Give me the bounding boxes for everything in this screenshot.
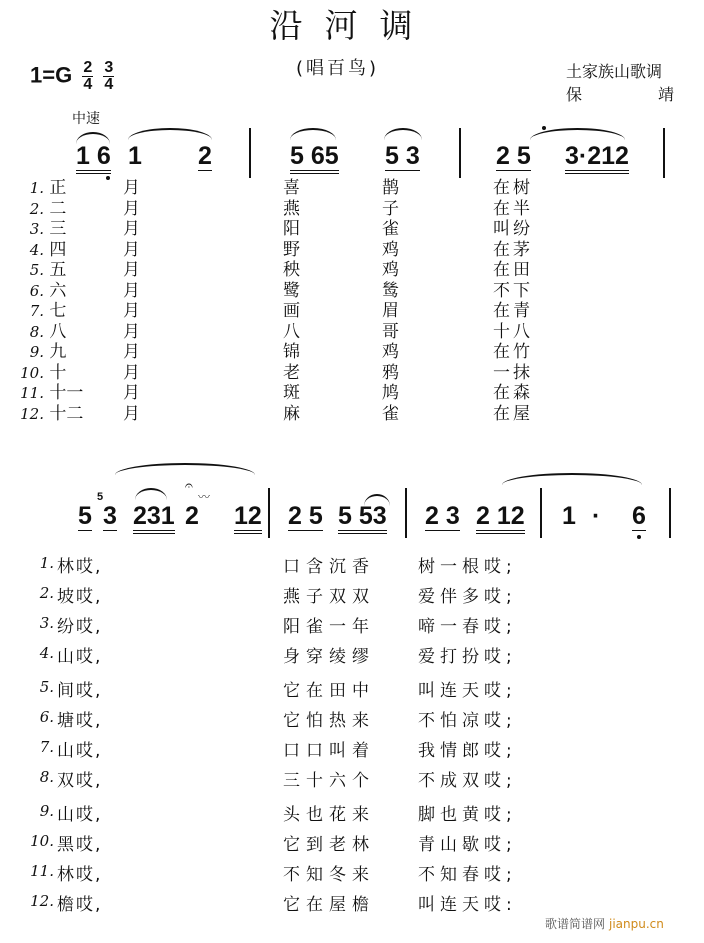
- verse-line: 3. 三: [29, 219, 67, 239]
- barline: [669, 488, 671, 538]
- verse-col-month: 月 月 月 月 月 月 月 月 月 月 月 月: [123, 178, 140, 424]
- note-group: 5 53: [338, 502, 387, 534]
- time-signature-1: $\frac{2}{4}$: [83, 59, 93, 93]
- barline: [663, 128, 665, 178]
- note-group: 12: [234, 502, 262, 534]
- dotted-extension: ·: [592, 502, 601, 530]
- barline: [268, 488, 270, 538]
- verse-line: 9. 九: [29, 342, 67, 362]
- song-subtitle: (唱百鸟): [296, 58, 380, 79]
- key-label: 1=G: [30, 62, 73, 88]
- note-group: 3·212: [565, 142, 629, 174]
- verse-line: 6. 六: [29, 280, 67, 301]
- song-title: 沿河调: [269, 6, 435, 45]
- glide-icon: 〰: [198, 490, 211, 504]
- verse-line: 2. 二: [29, 198, 67, 219]
- note-group: 1 6: [76, 142, 111, 174]
- verse-line: 8. 双哎, 三十六个 不成双哎;: [39, 768, 517, 791]
- tempo-marking: 中速: [72, 111, 100, 127]
- verse-line: 6. 塘哎, 它怕热来 不怕凉哎;: [39, 708, 517, 731]
- verse-line: 10. 黑哎, 它到老林 青山歇哎;: [30, 832, 517, 855]
- note-group: 2 12: [476, 502, 525, 534]
- verse-line: 7. 七: [29, 301, 67, 321]
- slur: [384, 128, 422, 140]
- slur: [115, 463, 255, 475]
- verse-line: 10. 十: [20, 362, 67, 383]
- barline: [540, 488, 542, 538]
- note: 5: [78, 502, 92, 530]
- slur: [502, 473, 642, 485]
- note: 2: [185, 502, 199, 530]
- barline: [249, 128, 251, 178]
- note: 3: [103, 502, 117, 530]
- verse-numbers-1: [14, 178, 83, 424]
- verse-line: 11. 十一: [20, 383, 84, 403]
- fermata-icon: 𝄐: [185, 478, 193, 494]
- verse-line: 4. 四: [29, 239, 67, 260]
- watermark-site: jianpu.cn: [609, 917, 664, 931]
- verse-line: 1. 正: [29, 178, 67, 198]
- origin-credit: 土家族山歌调: [566, 62, 663, 81]
- time-signature-2: $\frac{3}{4}$: [104, 59, 114, 93]
- key-signature: [30, 60, 114, 93]
- collector-credit: 保 靖: [566, 85, 674, 104]
- note-group: 2 5: [496, 142, 531, 170]
- verse-line: 12. 十二: [20, 403, 84, 424]
- verse-line: 4. 山哎, 身穿绫缪 爱打扮哎;: [39, 644, 517, 667]
- note: 1: [128, 142, 142, 170]
- note: 1: [562, 502, 576, 530]
- verse-col-c: 喜 燕 阳 野 秧 鹭 画 八 锦 老 斑 麻: [283, 178, 300, 424]
- verse-col-e: 在树 在半 叫纷 在茅 在田 不下 在青 十八 在竹 一抹 在森 在屋: [493, 178, 533, 424]
- verse-line: 1. 林哎, 口含沉香 树一根哎;: [39, 554, 517, 577]
- note-group: 5 3: [385, 142, 420, 170]
- verse-col-d: 鹊 子 雀 鸡 鸡 鸶 眉 哥 鸡 鸦 鸠 雀: [382, 178, 399, 424]
- barline: [405, 488, 407, 538]
- slur: [135, 488, 167, 500]
- high-octave-dot: [542, 126, 546, 130]
- verse-line: 3. 纷哎, 阳雀一年 啼一春哎;: [39, 614, 517, 637]
- slur: [290, 128, 336, 140]
- watermark: 歌谱简谱网 jianpu.cn: [545, 917, 664, 931]
- note-group: 2 3: [425, 502, 460, 530]
- note: 6: [632, 502, 646, 530]
- verse-line: 9. 山哎, 头也花来 脚也黄哎;: [39, 802, 517, 825]
- verse-line: 8. 八: [29, 321, 67, 342]
- verse-line: 5. 五: [29, 260, 67, 280]
- note: 2: [198, 142, 212, 170]
- low-octave-dot: [106, 176, 110, 180]
- grace-note: 5: [97, 491, 104, 503]
- verse-line: 2. 坡哎, 燕子双双 爱伴多哎;: [39, 584, 517, 607]
- verse-line: 7. 山哎, 口口叫着 我情郎哎;: [39, 738, 517, 761]
- verse-line: 11. 林哎, 不知冬来 不知春哎;: [30, 862, 517, 885]
- note-group: 231: [133, 502, 175, 534]
- note-group: 5 65: [290, 142, 339, 174]
- verse-line: 12. 檐哎, 它在屋檐 叫连天哎:: [30, 892, 517, 915]
- verse-line: 5. 间哎, 它在田中 叫连天哎;: [39, 678, 517, 701]
- barline: [459, 128, 461, 178]
- tie: [128, 128, 212, 140]
- low-octave-dot: [637, 535, 641, 539]
- note-group: 2 5: [288, 502, 323, 530]
